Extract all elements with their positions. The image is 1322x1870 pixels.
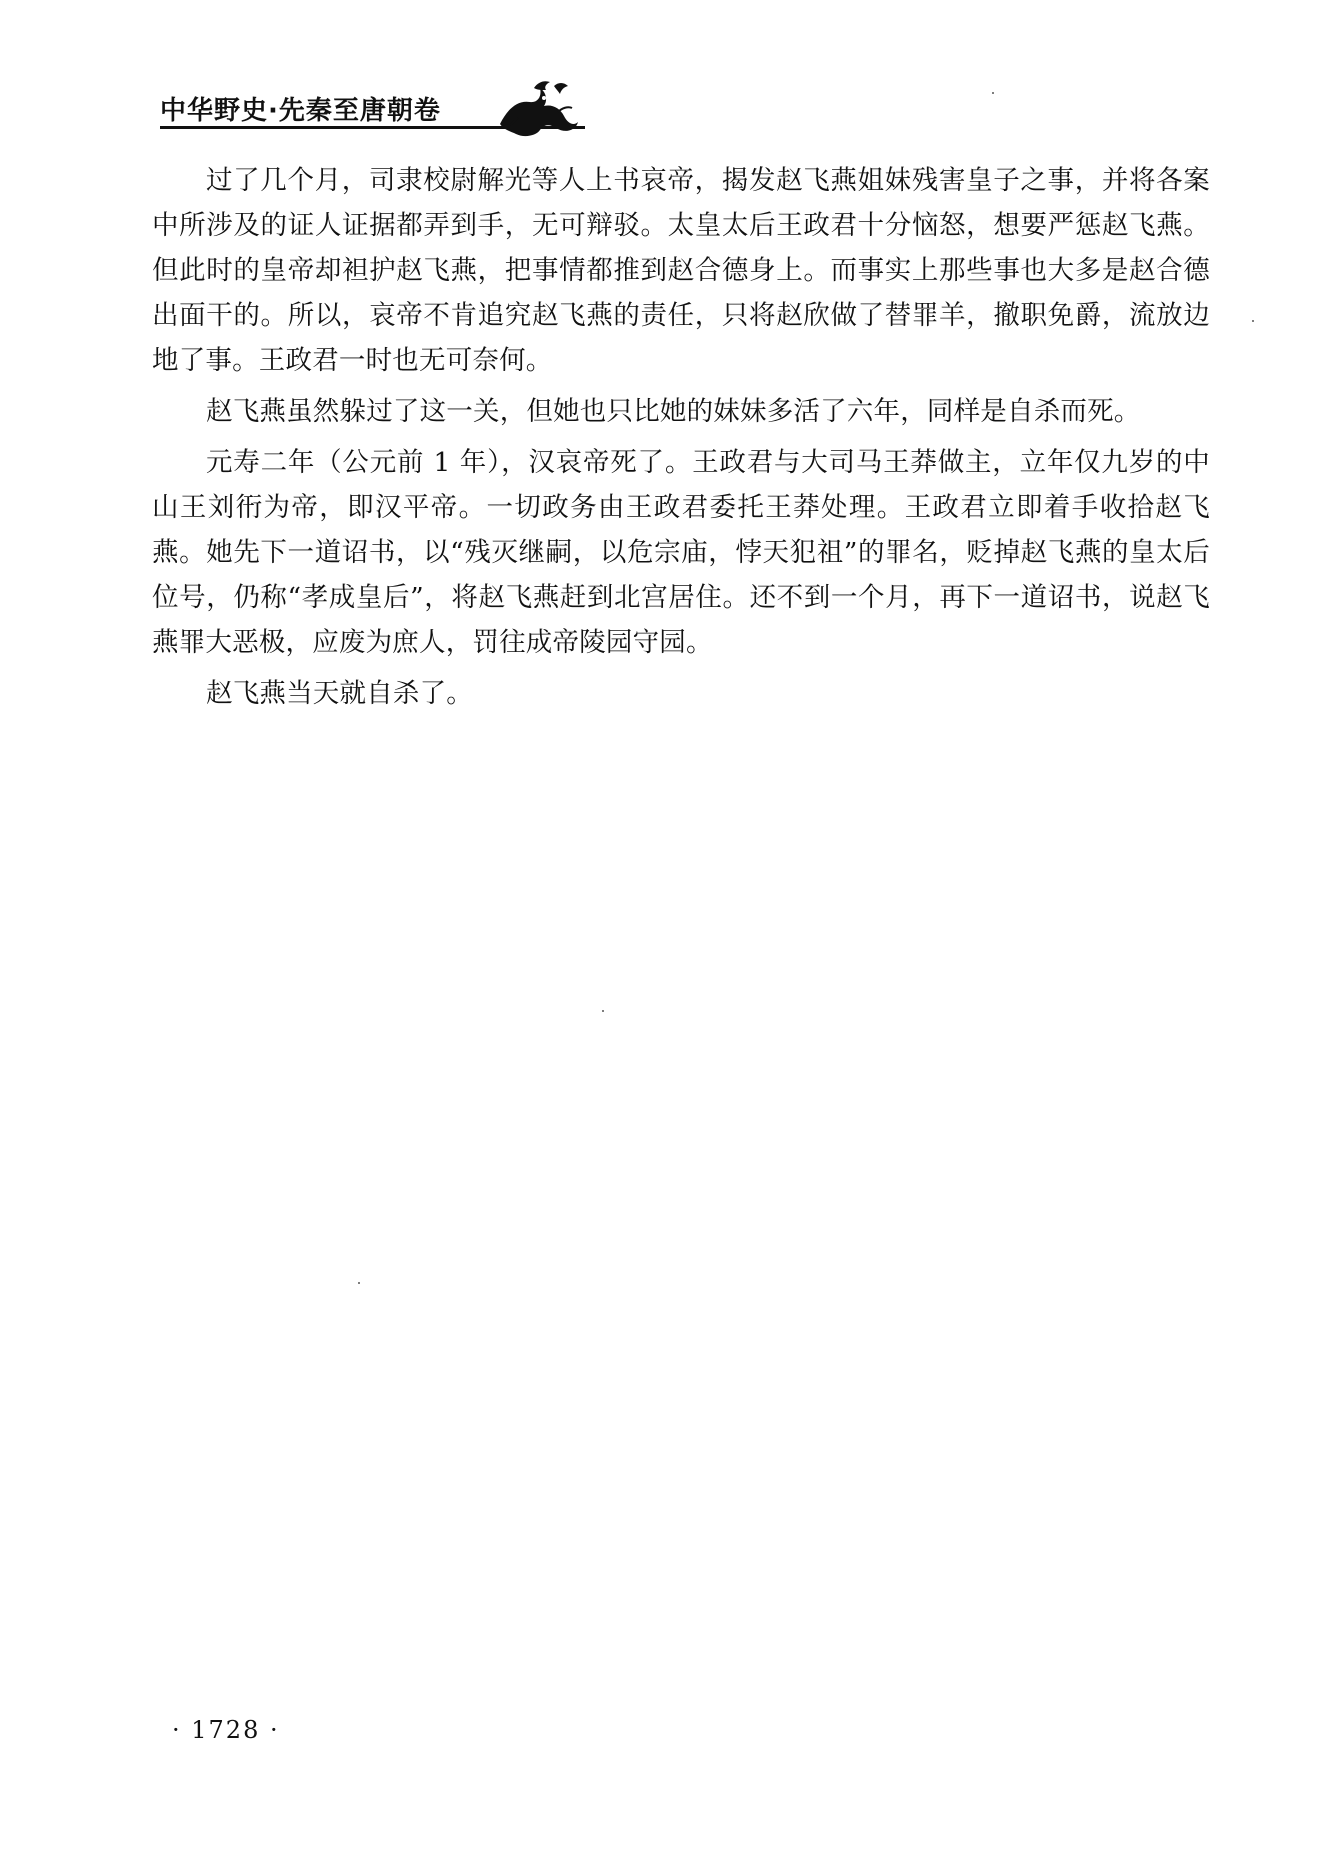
scan-speck [358,1282,360,1284]
running-header [160,84,590,140]
book-title: 中华野史·先秦至唐朝卷 [160,96,441,126]
scan-speck [1252,320,1254,322]
body-text [152,158,1210,722]
page-number: · 1728 · [172,1716,280,1744]
paragraph: 赵飞燕当天就自杀了。 [206,678,473,709]
scan-speck [602,1010,604,1012]
scan-speck [992,92,994,94]
paragraph: 赵飞燕虽然躲过了这一关，但她也只比她的妹妹多活了六年，同样是自杀而死。 [206,396,1141,427]
header-rule [160,126,585,129]
dragon-emblem-icon [494,78,580,140]
paragraph: 元寿二年（公元前 1 年），汉哀帝死了。王政君与大司马王莽做主，立年仅九岁的中山王刘衎为帝，即汉平帝。一切政务由王政君委托王莽处理。王政君立即着手收拾赵飞燕。她先下一道诏书，以“残灭继嗣，以危宗庙，悖天犯祖”的罪名，贬掉赵飞燕的皇太后位号，仍称“孝成皇后”，将赵飞燕赶到北宫居住。还不到一个月，再下一道诏书，说赵飞燕罪大恶极，应废为庶人，罚往成帝陵园守园。 [152,447,1210,658]
paragraph: 过了几个月，司隶校尉解光等人上书哀帝，揭发赵飞燕姐妹残害皇子之事，并将各案中所涉及的证人证据都弄到手，无可辩驳。太皇太后王政君十分恼怒，想要严惩赵飞燕。但此时的皇帝却袒护赵飞燕，把事情都推到赵合德身上。而事实上那些事也大多是赵合德出面干的。所以，哀帝不肯追究赵飞燕的责任，只将赵欣做了替罪羊，撤职免爵，流放边地了事。王政君一时也无可奈何。 [152,165,1210,376]
